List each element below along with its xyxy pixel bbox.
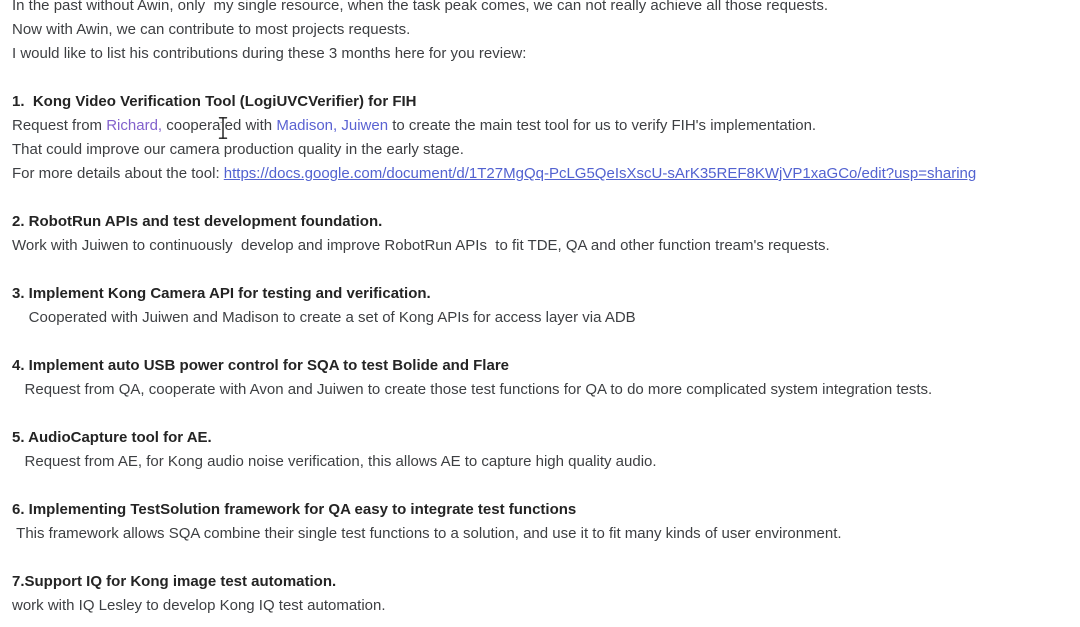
section-6-heading: 6. Implementing TestSolution framework for QA easy to integrate test functions [12, 501, 577, 518]
section-6-body: This framework allows SQA combine their single test functions to a solution, and use it to fit many kinds of user environment. [12, 525, 842, 542]
section-2-heading: 2. RobotRun APIs and test development foundation. [12, 213, 383, 230]
person-mention-richard: Richard, [106, 117, 163, 134]
body-text: Request from [12, 117, 107, 134]
section-3-heading: 3. Implement Kong Camera API for testing and verification. [12, 285, 431, 302]
body-text: For more details about the tool: [12, 165, 224, 182]
section-5-heading: 5. AudioCapture tool for AE. [12, 429, 212, 446]
blank-line [12, 474, 1072, 498]
blank-line [12, 546, 1072, 570]
blank-line [12, 66, 1072, 90]
intro-line-2: Now with Awin, we can contribute to most projects requests. [12, 21, 411, 38]
intro-line-1: In the past without Awin, only my single resource, when the task peak comes, we can not really achieve all those requests. [12, 0, 828, 14]
document-text-area[interactable] [12, 0, 1072, 618]
section-1-body-line-2: That could improve our camera production quality in the early stage. [12, 141, 464, 158]
section-1-heading: 1. Kong Video Verification Tool (LogiUVCVerifier) for FIH [12, 93, 417, 110]
blank-line [12, 402, 1072, 426]
section-4-heading: 4. Implement auto USB power control for SQA to test Bolide and Flare [12, 357, 509, 374]
blank-line [12, 330, 1072, 354]
blank-line [12, 258, 1072, 282]
section-4-body: Request from QA, cooperate with Avon and Juiwen to create those test functions for QA to do more complicated system integration tests. [12, 381, 933, 398]
person-mention-madison-juiwen: Madison, Juiwen [276, 117, 389, 134]
intro-line-3: I would like to list his contributions during these 3 months here for you review: [12, 45, 527, 62]
blank-line [12, 186, 1072, 210]
section-7-body: work with IQ Lesley to develop Kong IQ test automation. [12, 597, 386, 614]
section-1-body-line-1 [12, 114, 1072, 138]
section-3-body: Cooperated with Juiwen and Madison to create a set of Kong APIs for access layer via ADB [12, 309, 636, 326]
body-text: to create the main test tool for us to verify FIH's implementation. [388, 117, 817, 134]
section-7-heading: 7.Support IQ for Kong image test automation. [12, 573, 337, 590]
body-text: cooperated with [162, 117, 277, 134]
section-1-body-line-3 [12, 162, 1072, 186]
google-doc-link[interactable]: https://docs.google.com/document/d/1T27MgQq-PcLG5QeIsXscU-sArK35REF8KWjVP1xaGCo/edit?usp=sharing [223, 165, 977, 182]
section-5-body: Request from AE, for Kong audio noise verification, this allows AE to capture high quality audio. [12, 453, 657, 470]
section-2-body: Work with Juiwen to continuously develop and improve RobotRun APIs to fit TDE, QA and other function tream's requests. [12, 237, 830, 254]
